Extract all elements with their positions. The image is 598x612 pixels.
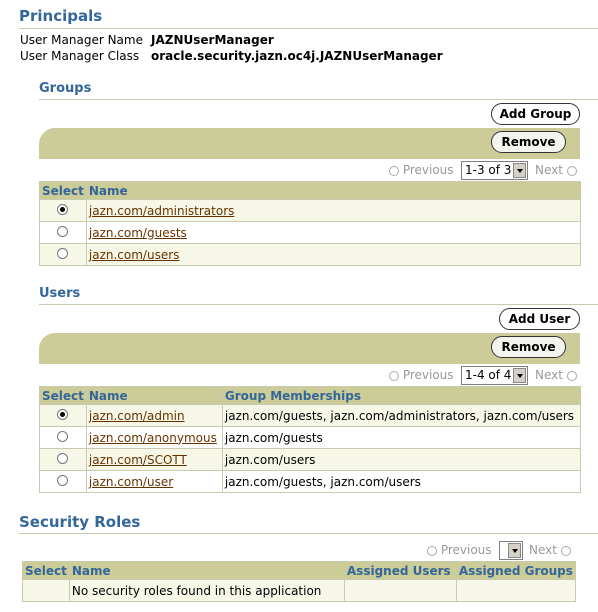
manager-name-label: User Manager Name xyxy=(20,33,143,47)
group-memberships: jazn.com/users xyxy=(222,449,580,471)
groups-range-select[interactable] xyxy=(461,161,528,180)
title-divider xyxy=(19,28,598,29)
previous-arrow-icon xyxy=(389,371,399,381)
row-radio[interactable] xyxy=(57,226,68,237)
column-header: Name xyxy=(69,562,344,580)
security-roles-heading: Security Roles xyxy=(19,513,141,531)
roles-pager-next[interactable]: Next xyxy=(529,543,571,557)
table-row xyxy=(40,405,581,427)
group-memberships: jazn.com/guests, jazn.com/users xyxy=(222,471,580,493)
roles-divider xyxy=(19,533,598,534)
manager-class-value: oracle.security.jazn.oc4j.JAZNUserManager xyxy=(151,49,443,63)
add-user-button[interactable]: Add User xyxy=(499,308,580,330)
column-header: Name xyxy=(86,387,222,405)
groups-remove-button[interactable]: Remove xyxy=(491,131,566,153)
column-header: Assigned Groups xyxy=(456,562,575,580)
column-header: Name xyxy=(86,182,580,200)
group-link[interactable]: jazn.com/users xyxy=(88,247,180,262)
manager-class-label: User Manager Class xyxy=(20,49,140,63)
column-header: Select xyxy=(40,182,87,200)
group-link[interactable]: jazn.com/guests xyxy=(88,225,187,240)
next-arrow-icon xyxy=(567,166,577,176)
row-radio[interactable] xyxy=(57,204,68,215)
page-title: Principals xyxy=(19,7,103,25)
group-memberships: jazn.com/guests, jazn.com/administrators, jazn.com/users xyxy=(222,405,580,427)
users-range-value: 1-4 of 4 xyxy=(465,368,512,382)
manager-name-value: JAZNUserManager xyxy=(151,33,274,47)
groups-table xyxy=(39,181,581,266)
users-table xyxy=(39,386,581,493)
group-memberships: jazn.com/guests xyxy=(222,427,580,449)
row-radio[interactable] xyxy=(57,453,68,464)
next-arrow-icon xyxy=(567,371,577,381)
empty-message: No security roles found in this application xyxy=(69,580,344,602)
table-row xyxy=(40,449,581,471)
user-link[interactable]: jazn.com/anonymous xyxy=(88,430,217,445)
groups-heading: Groups xyxy=(39,81,92,96)
user-link[interactable]: jazn.com/admin xyxy=(88,408,185,423)
add-group-button[interactable]: Add Group xyxy=(491,103,580,125)
users-range-select[interactable] xyxy=(461,366,528,385)
column-header: Group Memberships xyxy=(222,387,580,405)
column-header: Select xyxy=(23,562,70,580)
users-remove-button[interactable]: Remove xyxy=(491,336,566,358)
roles-table xyxy=(22,561,576,602)
chevron-down-icon xyxy=(513,368,526,383)
chevron-down-icon xyxy=(508,543,521,558)
table-row xyxy=(40,427,581,449)
row-radio[interactable] xyxy=(57,431,68,442)
groups-range-value: 1-3 of 3 xyxy=(465,163,512,177)
next-arrow-icon xyxy=(561,546,571,556)
user-link[interactable]: jazn.com/user xyxy=(88,474,174,489)
table-row xyxy=(40,244,581,266)
groups-pager-previous[interactable]: Previous xyxy=(389,163,454,177)
chevron-down-icon xyxy=(513,163,526,178)
column-header: Assigned Users xyxy=(344,562,456,580)
row-radio[interactable] xyxy=(57,475,68,486)
previous-arrow-icon xyxy=(389,166,399,176)
users-pager-next[interactable]: Next xyxy=(535,368,577,382)
groups-divider xyxy=(39,99,598,100)
table-row xyxy=(40,471,581,493)
users-divider xyxy=(39,304,598,305)
table-row xyxy=(40,200,581,222)
roles-range-select[interactable] xyxy=(499,541,523,560)
column-header: Select xyxy=(40,387,87,405)
users-pager-previous[interactable]: Previous xyxy=(389,368,454,382)
row-radio[interactable] xyxy=(57,248,68,259)
table-row xyxy=(23,580,576,602)
table-row xyxy=(40,222,581,244)
row-radio[interactable] xyxy=(57,409,68,420)
group-link[interactable]: jazn.com/administrators xyxy=(88,203,235,218)
groups-pager-next[interactable]: Next xyxy=(535,163,577,177)
users-heading: Users xyxy=(39,286,81,301)
user-link[interactable]: jazn.com/SCOTT xyxy=(88,452,187,467)
roles-pager-previous[interactable]: Previous xyxy=(427,543,492,557)
previous-arrow-icon xyxy=(427,546,437,556)
